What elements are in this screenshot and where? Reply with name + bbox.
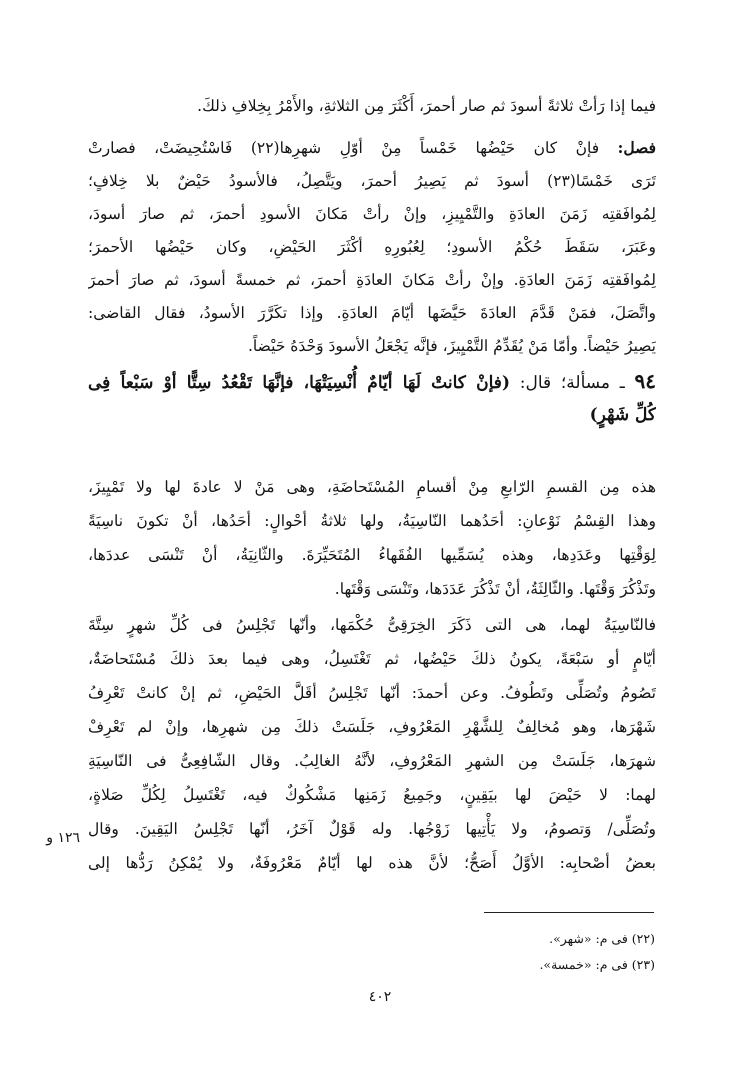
- text-line: واتَّصَلَ، فمَنْ قَدَّمَ العادَةَ حَيَّضَها أيّامَ العادَةِ. وإذا تكَرَّرَ الأسودُ، فقال القاضى:: [88, 304, 656, 322]
- text-line: فالنّاسِيَةُ لهما، هى التى ذَكَرَ الخِرَقِىُّ حُكْمَها، وأنّها تَجْلِسُ فى كُلِّ شهرٍ سِتَّةَ: [88, 616, 656, 634]
- text-line: شَهْرَها، وهو مُخالِفٌ لِلشَّهْرِ المَعْرُوفِ، جَلَسَتْ ذلكَ مِن شهرِها، وإنْ لم تَعْرِفْ: [88, 718, 656, 736]
- margin-folio-note: ١٢٦ و: [46, 830, 80, 846]
- text-line: وعَبَرَ، سَقَطَ حُكْمُ الأسودِ؛ لِعُبُورِهِ أكْثَرَ الحَيْضِ، وكان حَيْضُها الأحمرَ؛: [88, 238, 656, 256]
- text-line: يَصِيرُ حَيْضاً. وأمّا مَنْ يُقَدِّمُ التَّمْيِيزَ، فإنَّه يَجْعَلُ الأسودَ وَحْدَهُ حَيْضاً.: [248, 337, 656, 355]
- text-line: وتَذْكُرَ وَقْتَها. والثّالِثَةُ، أنْ تَذْكُرَ عَدَدَها، وتَنْسَى وَقْتَها.: [334, 580, 656, 598]
- text-line: أيّامٍ أو سَبْعَةً، يكونُ ذلكَ حَيْضُها، ثم تَغْتَسِلُ، وهى فيما بعدَ ذلكَ مُسْتَحاضَةٌ،: [88, 650, 656, 668]
- text-line: شهرَها، جَلَسَتْ مِن الشهرِ المَعْرُوفِ، لأنَّهُ الغالِبُ. وقال الشّافِعِىُّ فى النّاسِيَةِ: [88, 752, 656, 770]
- footnote: (٢٢) فى م: «شهر».: [549, 931, 655, 946]
- text-line: تَصُومُ وتُصَلِّى وتَطُوفُ. وعن أحمدَ: أنّها تَجْلِسُ أقَلَّ الحَيْضِ، ثم إنْ كانتْ تَعْرِفُ: [88, 684, 656, 702]
- text-line: تَرَى خَمْسًا(٢٣) أسودَ ثم يَصِيرُ أحمرَ، ويَتَّصِلُ، فالأسودُ حَيْضٌ بلا خِلافٍ؛: [88, 172, 656, 190]
- text-line: وتُصَلِّى/ وَتصومُ، ولا يَأْتِيها زَوْجُها. وله قَوْلٌ آخَرُ، أنّها تَجْلِسُ اليَقِينَ. وقال: [88, 820, 656, 838]
- text-line: لهما: لا حَيْضَ لها بيَقِينٍ، وجَمِيعُ زَمَنِها مَشْكُوكٌ فيه، تَغْتَسِلُ لِكُلِّ صَلاةٍ،: [88, 786, 656, 804]
- text-line: فإنْ كان حَيْضُها خَمْساً مِنْ أوّلِ شهرِها(٢٢) فَاسْتُحِيضَتْ، فصارتْ: [88, 139, 600, 157]
- footnote: (٢٣) فى م: «خمسة».: [539, 957, 655, 972]
- masala-heading: [88, 364, 656, 398]
- text-line: هذه مِن القسمِ الرّابعِ مِنْ أقسامِ المُسْتَحاضَةِ، وهى مَنْ لا عادةَ لها ولا تَمْيِيزَ،: [88, 478, 656, 496]
- page-number: ٤٠٢: [368, 989, 392, 1005]
- text-line: بعضُ أصْحابِه: الأوَّلُ أَصَحُّ؛ لأنَّ هذه لها أيّامٌ مَعْرُوفَةٌ، ولا يُمْكِنُ رَدُّها إلى: [88, 854, 656, 872]
- text-line: لِوَقْتِها وعَدَدِها، وهذه يُسَمِّيها الفُقَهاءُ المُتَحَيِّرَةَ. والثّانِيَةُ، أنْ تَنْسَى عددَها،: [88, 546, 656, 564]
- footnote-divider: [484, 912, 654, 913]
- fasl-first-line: [88, 131, 656, 165]
- text-line: وهذا القِسْمُ نَوْعانِ: أحَدُهما النّاسِيَةُ، ولها ثلاثةُ أحْوالٍ: أحَدُها، أنْ تكونَ ناسِيَةً: [88, 512, 656, 530]
- text-line: فيما إذا رَأتْ ثلاثةً أسودَ ثم صار أحمرَ، أَكْثَرَ مِن الثلاثةِ، والأَمْرُ بِخِلافِ ذلكَ.: [197, 97, 656, 115]
- text-line: لِمُوافَقتِه زَمَنَ العادَةِ والتَّمْيِيزِ، وإنْ رأتْ مَكانَ الأسودِ أحمرَ، ثم صارَ أسودَ،: [88, 205, 656, 223]
- masala-quote: (فإنْ كانتْ لَهَا أيّامٌ أُنْسِيَتْهَا، فإنَّهَا تَقْعُدُ سِتًّا أوْ سَبْعاً فِى: [88, 373, 510, 393]
- text-line: لِمُوافَقتِه زَمَنَ العادَةِ. وإنْ رأتْ مَكانَ العادَةِ أحمرَ، ثم خمسةً أسودَ، ثم صارَ أحمرَ: [88, 271, 656, 289]
- masala-number: ٩٤: [634, 369, 656, 393]
- masala-prefix: ـ مسألة؛ قال:: [519, 373, 625, 393]
- masala-quote-continued: كُلِّ شَهْرٍ): [589, 405, 656, 425]
- fasl-heading: فصل:: [617, 138, 656, 157]
